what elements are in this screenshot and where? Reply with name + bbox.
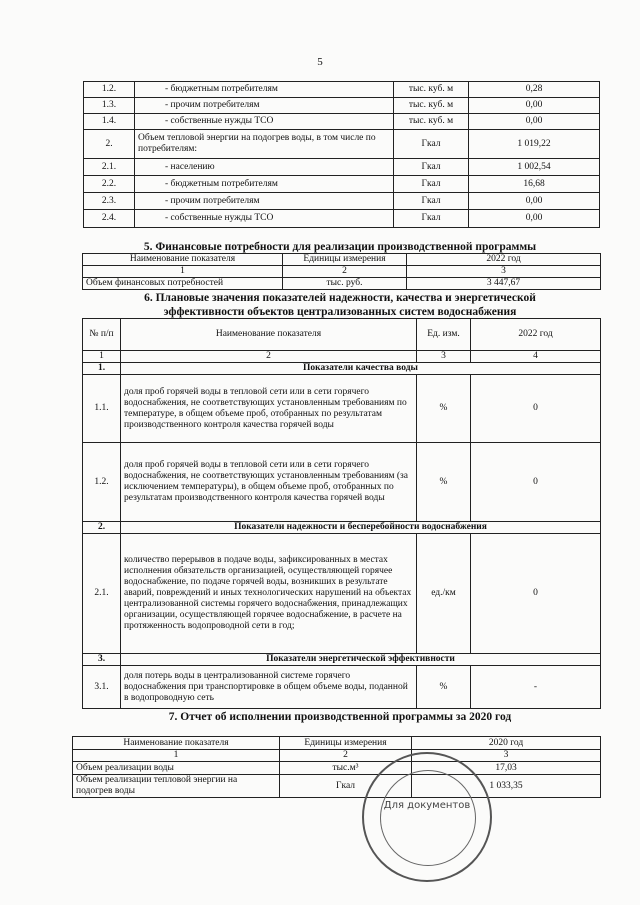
row-num: 3.1. bbox=[83, 666, 121, 709]
row-value: 1 002,54 bbox=[469, 159, 600, 176]
col-number: 3 bbox=[417, 351, 471, 363]
table-header-row bbox=[73, 737, 601, 750]
row-num: 2.1. bbox=[84, 159, 135, 176]
table-row bbox=[84, 176, 600, 193]
row-unit: тыс. руб. bbox=[283, 278, 407, 290]
row-unit: Гкал bbox=[394, 193, 469, 210]
row-name: Объем реализации воды bbox=[73, 762, 280, 775]
row-unit: % bbox=[417, 666, 471, 709]
table-row bbox=[83, 534, 601, 654]
row-value: 0 bbox=[471, 375, 601, 443]
row-num: 2.1. bbox=[83, 534, 121, 654]
section6-title-line1: 6. Плановые значения показателей надежности, качества и энергетической bbox=[144, 292, 536, 304]
row-value: 17,03 bbox=[412, 762, 601, 775]
table-row bbox=[83, 375, 601, 443]
row-name: - собственные нужды ТСО bbox=[135, 114, 394, 130]
group-num: 1. bbox=[83, 363, 121, 375]
col-number: 2 bbox=[280, 750, 412, 762]
row-name: - собственные нужды ТСО bbox=[135, 210, 394, 228]
col-number: 3 bbox=[412, 750, 601, 762]
row-unit: тыс. куб. м bbox=[394, 114, 469, 130]
section6-table bbox=[82, 318, 601, 709]
row-value: 0,00 bbox=[469, 114, 600, 130]
row-name: - бюджетным потребителям bbox=[135, 176, 394, 193]
section7-title: 7. Отчет об исполнении производственной программы за 2020 год bbox=[168, 711, 512, 723]
col-number: 2 bbox=[283, 266, 407, 278]
row-unit: ед./км bbox=[417, 534, 471, 654]
row-num: 2.2. bbox=[84, 176, 135, 193]
table-row bbox=[84, 130, 600, 159]
row-num: 1.2. bbox=[84, 82, 135, 98]
col-number: 3 bbox=[407, 266, 601, 278]
top-table bbox=[83, 81, 600, 228]
page-number: 5 bbox=[317, 56, 323, 68]
row-num: 1.4. bbox=[84, 114, 135, 130]
group-num: 3. bbox=[83, 654, 121, 666]
table-row bbox=[84, 193, 600, 210]
row-name: Объем тепловой энергии на подогрев воды, в том числе по потребителям: bbox=[135, 130, 394, 159]
row-num: 1.2. bbox=[83, 443, 121, 522]
row-text: доля проб горячей воды в тепловой сети или в сети горячего водоснабжения, не соответствующих установленным требованиям (за исключением температуры), в общем объеме проб, отобранных по результатам производственного контроля качества горячей воды bbox=[121, 443, 417, 522]
row-value: 3 447,67 bbox=[407, 278, 601, 290]
row-unit: тыс. куб. м bbox=[394, 98, 469, 114]
section7-table bbox=[72, 736, 601, 798]
row-value: 1 033,35 bbox=[412, 775, 601, 798]
row-value: 0,00 bbox=[469, 193, 600, 210]
col-header: Наименование показателя bbox=[83, 254, 283, 266]
table-row bbox=[83, 666, 601, 709]
row-num: 2.4. bbox=[84, 210, 135, 228]
row-num: 2. bbox=[84, 130, 135, 159]
column-numbers-row bbox=[73, 750, 601, 762]
row-unit: тыс. куб. м bbox=[394, 82, 469, 98]
table-row bbox=[73, 762, 601, 775]
row-text: количество перерывов в подаче воды, зафиксированных в местах исполнения обязательств организацией, осуществляющей горячее водоснабжение, по подаче горячей воды, возникших в результате аварий, повреждений и иных технологических нарушений на объектах централизованной системы горячего водоснабжения, принадлежащих организации, осуществляющей горячее водоснабжение, в расчете на протяженность водопроводной сети в год; bbox=[121, 534, 417, 654]
section6-title-line2: эффективности объектов централизованных систем водоснабжения bbox=[163, 306, 517, 318]
table-row bbox=[84, 114, 600, 130]
stamp-inner-ring bbox=[380, 770, 476, 866]
col-number: 4 bbox=[471, 351, 601, 363]
row-name: - населению bbox=[135, 159, 394, 176]
row-num: 1.3. bbox=[84, 98, 135, 114]
table-row bbox=[83, 443, 601, 522]
table-header-row bbox=[83, 254, 601, 266]
row-name: Объем реализации тепловой энергии на подогрев воды bbox=[73, 775, 280, 798]
section5-title: 5. Финансовые потребности для реализации производственной программы bbox=[143, 241, 537, 253]
col-header-num: № п/п bbox=[83, 319, 121, 351]
group-title: Показатели энергетической эффективности bbox=[121, 654, 601, 666]
row-num: 2.3. bbox=[84, 193, 135, 210]
row-unit: Гкал bbox=[394, 210, 469, 228]
col-header-name: Наименование показателя bbox=[121, 319, 417, 351]
row-name: - бюджетным потребителям bbox=[135, 82, 394, 98]
row-num: 1.1. bbox=[83, 375, 121, 443]
row-value: 0,00 bbox=[469, 98, 600, 114]
row-value: 1 019,22 bbox=[469, 130, 600, 159]
row-name: Объем финансовых потребностей bbox=[83, 278, 283, 290]
table-row bbox=[84, 210, 600, 228]
col-header-unit: Ед. изм. bbox=[417, 319, 471, 351]
row-value: 0 bbox=[471, 534, 601, 654]
row-unit: Гкал bbox=[280, 775, 412, 798]
col-header: 2020 год bbox=[412, 737, 601, 750]
group-row bbox=[83, 654, 601, 666]
row-unit: Гкал bbox=[394, 159, 469, 176]
col-header: Единицы измерения bbox=[283, 254, 407, 266]
row-value: 0,28 bbox=[469, 82, 600, 98]
row-name: - прочим потребителям bbox=[135, 98, 394, 114]
table-row bbox=[84, 159, 600, 176]
row-unit: % bbox=[417, 443, 471, 522]
row-text: доля потерь воды в централизованной системе горячего водоснабжения при транспортировке в общем объеме воды, поданной в водопроводную сеть bbox=[121, 666, 417, 709]
table-row bbox=[84, 82, 600, 98]
section5-table bbox=[82, 253, 601, 290]
column-numbers-row bbox=[83, 266, 601, 278]
col-header-year: 2022 год bbox=[471, 319, 601, 351]
table-row bbox=[83, 278, 601, 290]
col-header: Единицы измерения bbox=[280, 737, 412, 750]
col-number: 1 bbox=[73, 750, 280, 762]
row-value: 16,68 bbox=[469, 176, 600, 193]
row-name: - прочим потребителям bbox=[135, 193, 394, 210]
table-row bbox=[84, 98, 600, 114]
col-number: 2 bbox=[121, 351, 417, 363]
col-number: 1 bbox=[83, 266, 283, 278]
group-title: Показатели качества воды bbox=[121, 363, 601, 375]
column-numbers-row bbox=[83, 351, 601, 363]
row-unit: Гкал bbox=[394, 176, 469, 193]
group-row bbox=[83, 363, 601, 375]
row-value: 0 bbox=[471, 443, 601, 522]
col-number: 1 bbox=[83, 351, 121, 363]
row-value: 0,00 bbox=[469, 210, 600, 228]
document-stamp bbox=[362, 752, 492, 882]
stamp-text: Для документов bbox=[383, 800, 471, 811]
row-value: - bbox=[471, 666, 601, 709]
group-num: 2. bbox=[83, 522, 121, 534]
group-title: Показатели надежности и бесперебойности водоснабжения bbox=[121, 522, 601, 534]
col-header: Наименование показателя bbox=[73, 737, 280, 750]
row-unit: % bbox=[417, 375, 471, 443]
col-header: 2022 год bbox=[407, 254, 601, 266]
row-unit: тыс.м³ bbox=[280, 762, 412, 775]
row-unit: Гкал bbox=[394, 130, 469, 159]
table-header-row bbox=[83, 319, 601, 351]
row-text: доля проб горячей воды в тепловой сети или в сети горячего водоснабжения, не соответствующих установленным требованиям по температуре, в общем объеме проб, отобранных по результатам производственного контроля качества горячей воды bbox=[121, 375, 417, 443]
group-row bbox=[83, 522, 601, 534]
table-row bbox=[73, 775, 601, 798]
